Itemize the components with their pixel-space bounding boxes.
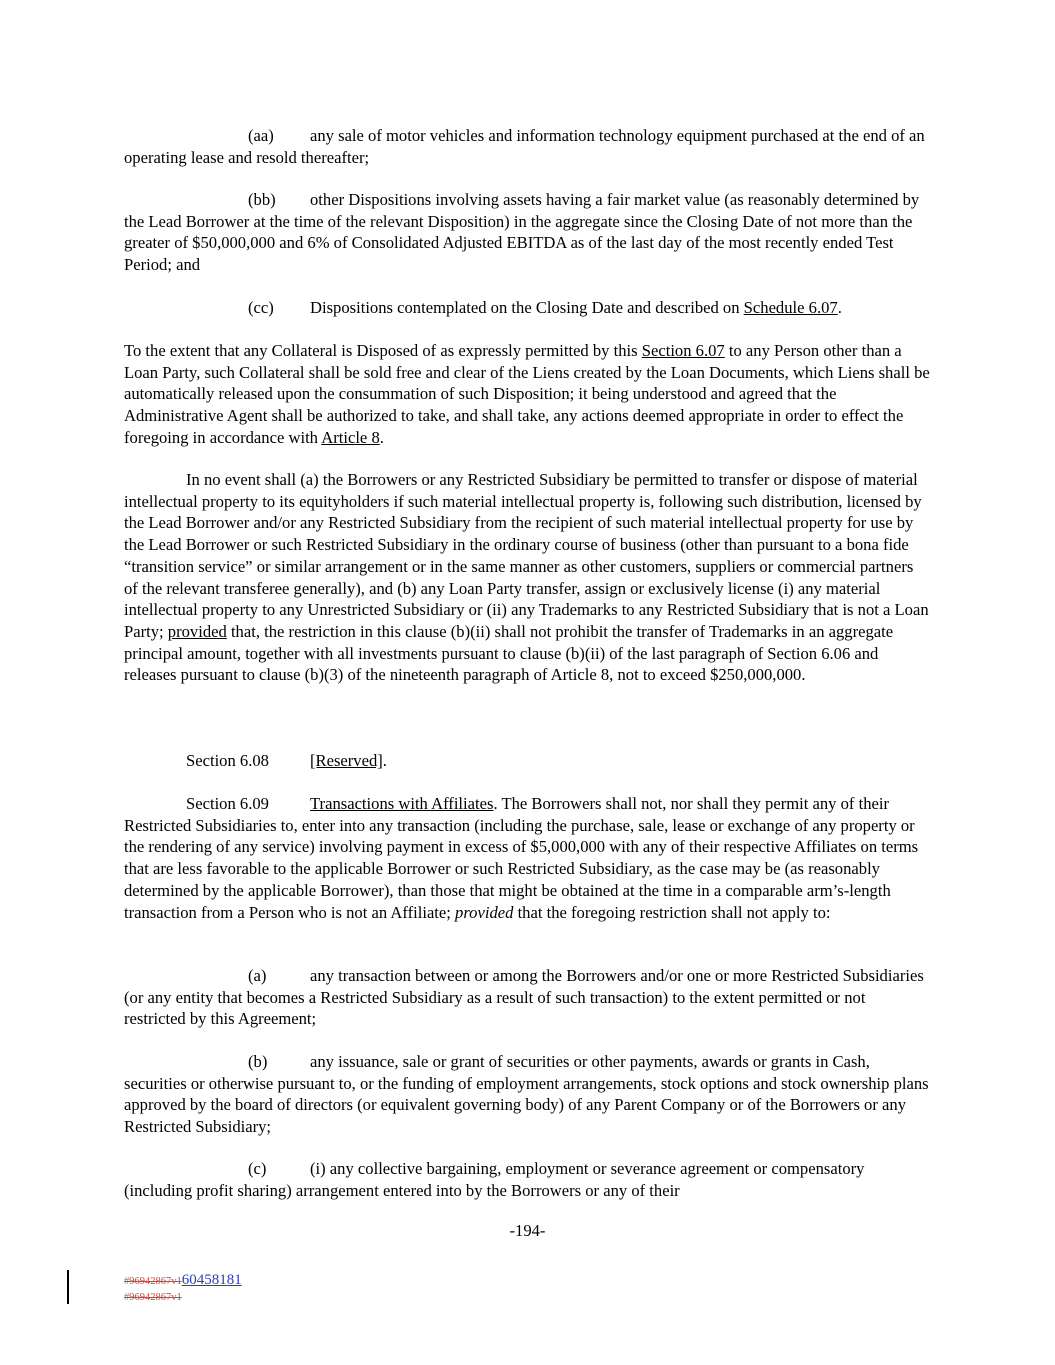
section-text: that the foregoing restriction shall not apply to:	[513, 902, 831, 922]
clause-bb	[124, 189, 930, 276]
clause-c	[124, 1158, 930, 1201]
inserted-doc-id: 60458181	[181, 1272, 242, 1288]
deleted-doc-id: #96942867v1	[124, 1276, 182, 1287]
document-id	[124, 1274, 242, 1288]
section-6-08	[124, 750, 930, 772]
clause-text: (i) any collective bargaining, employment or severance agreement or compensatory (including profit sharing) arrangement entered into by the Borrowers or any of their	[124, 1159, 865, 1200]
paragraph-text: that, the restriction in this clause (b)(ii) shall not prohibit the transfer of Trademarks in an aggregate principal amount, together with all investments pursuant to clause (b)(ii) of the last paragraph of Section 6.06 and releases pursuant to clause (b)(3) of the nineteenth paragraph of Article 8, not to exceed $250,000,000.	[124, 621, 894, 685]
clause-a	[124, 965, 930, 1030]
paragraph-end: .	[379, 427, 384, 447]
collateral-paragraph	[124, 340, 930, 449]
clause-label: (c)	[248, 1159, 267, 1178]
paragraph-text: To the extent that any Collateral is Disposed of as expressly permitted by this	[124, 341, 642, 360]
section-number: Section 6.08	[186, 751, 269, 770]
ip-paragraph	[124, 469, 930, 686]
clause-text: any issuance, sale or grant of securities or other payments, awards or grants in Cash, securities or otherwise pursuant to, or the funding of employment arrangements, stock options and stock ownership plans approved by the board of directors (or equivalent governing body) of any Parent Company or of the Borrowers or any Restricted Subsidiary;	[124, 1052, 929, 1137]
paragraph-text: In no event shall (a) the Borrowers or any Restricted Subsidiary be permitted to transfer or dispose of material intellectual property to its equityholders if such material intellectual property is, following such distribution, licensed by the Lead Borrower and/or any Restricted Subsidiary from the recipient of such material intellectual property for use by the Lead Borrower or such Restricted Subsidiary in the ordinary course of business (other than pursuant to a bona fide “transition service” or similar arrangement or in the same manner as other customers, suppliers or commercial partners of the relevant transferee generally), and (b) any Loan Party transfer, assign or exclusively license (i) any material intellectual property to any Unrestricted Subsidiary or (ii) any Trademarks to any Restricted Subsidiary that is not a Loan Party;	[124, 470, 929, 641]
section-6-09	[124, 793, 930, 923]
clause-cc	[124, 297, 930, 319]
document-id-secondary	[124, 1291, 182, 1304]
section-title: Transactions with Affiliates	[310, 794, 494, 813]
deleted-doc-id: #96942867v1	[124, 1292, 182, 1303]
clause-label: (a)	[248, 966, 267, 985]
clause-label: (bb)	[248, 190, 276, 209]
section-end: .	[382, 751, 387, 770]
schedule-reference: Schedule 6.07	[743, 298, 838, 317]
clause-text: Dispositions contemplated on the Closing Date and described on	[310, 298, 744, 317]
change-bar	[67, 1270, 69, 1304]
clause-label: (aa)	[248, 126, 274, 145]
section-text: . The Borrowers shall not, nor shall they permit any of their Restricted Subsidiaries to, enter into any transaction (including the purchase, sale, lease or exchange of any property or the rendering of any service) involving payment in excess of $5,000,000 with any of their respective Affiliates on terms that are less favorable to the applicable Borrower or such Restricted Subsidiary, as the case may be (as reasonably determined by the applicable Borrower), than those that might be obtained at the time in a comparable arm’s-length transaction from a Person who is not an Affiliate;	[124, 794, 919, 922]
section-reference: Section 6.07	[641, 341, 725, 360]
provided-term: provided	[167, 621, 227, 641]
clause-label: (b)	[248, 1052, 268, 1071]
clause-label: (cc)	[248, 298, 274, 317]
paragraph-text: to any Person other than a Loan Party, such Collateral shall be sold free and clear of the Liens created by the Loan Documents, which Liens shall be automatically released upon the consummation of such Disposition; it being understood and agreed that the Administrative Agent shall be authorized to take, and shall take, any actions deemed appropriate in order to effect the foregoing in accordance with	[124, 341, 930, 447]
section-title: [Reserved]	[310, 751, 383, 770]
clause-end: .	[837, 298, 842, 317]
clause-text: any sale of motor vehicles and information technology equipment purchased at the end of an operating lease and resold thereafter;	[124, 126, 925, 167]
section-number: Section 6.09	[186, 794, 269, 813]
clause-text: any transaction between or among the Borrowers and/or one or more Restricted Subsidiaries (or any entity that becomes a Restricted Subsidiary as a result of such transaction) to the extent permitted or not restricted by this Agreement;	[124, 966, 924, 1029]
article-reference: Article 8	[321, 427, 380, 447]
clause-text: other Dispositions involving assets having a fair market value (as reasonably determined by the Lead Borrower at the time of the relevant Disposition) in the aggregate since the Closing Date of not more than the greater of $50,000,000 and 6% of Consolidated Adjusted EBITDA as of the last day of the most recently ended Test Period; and	[124, 190, 920, 275]
clause-aa	[124, 125, 930, 168]
clause-b	[124, 1051, 930, 1138]
provided-term: provided	[455, 902, 514, 922]
page-number: -194-	[509, 1221, 546, 1240]
